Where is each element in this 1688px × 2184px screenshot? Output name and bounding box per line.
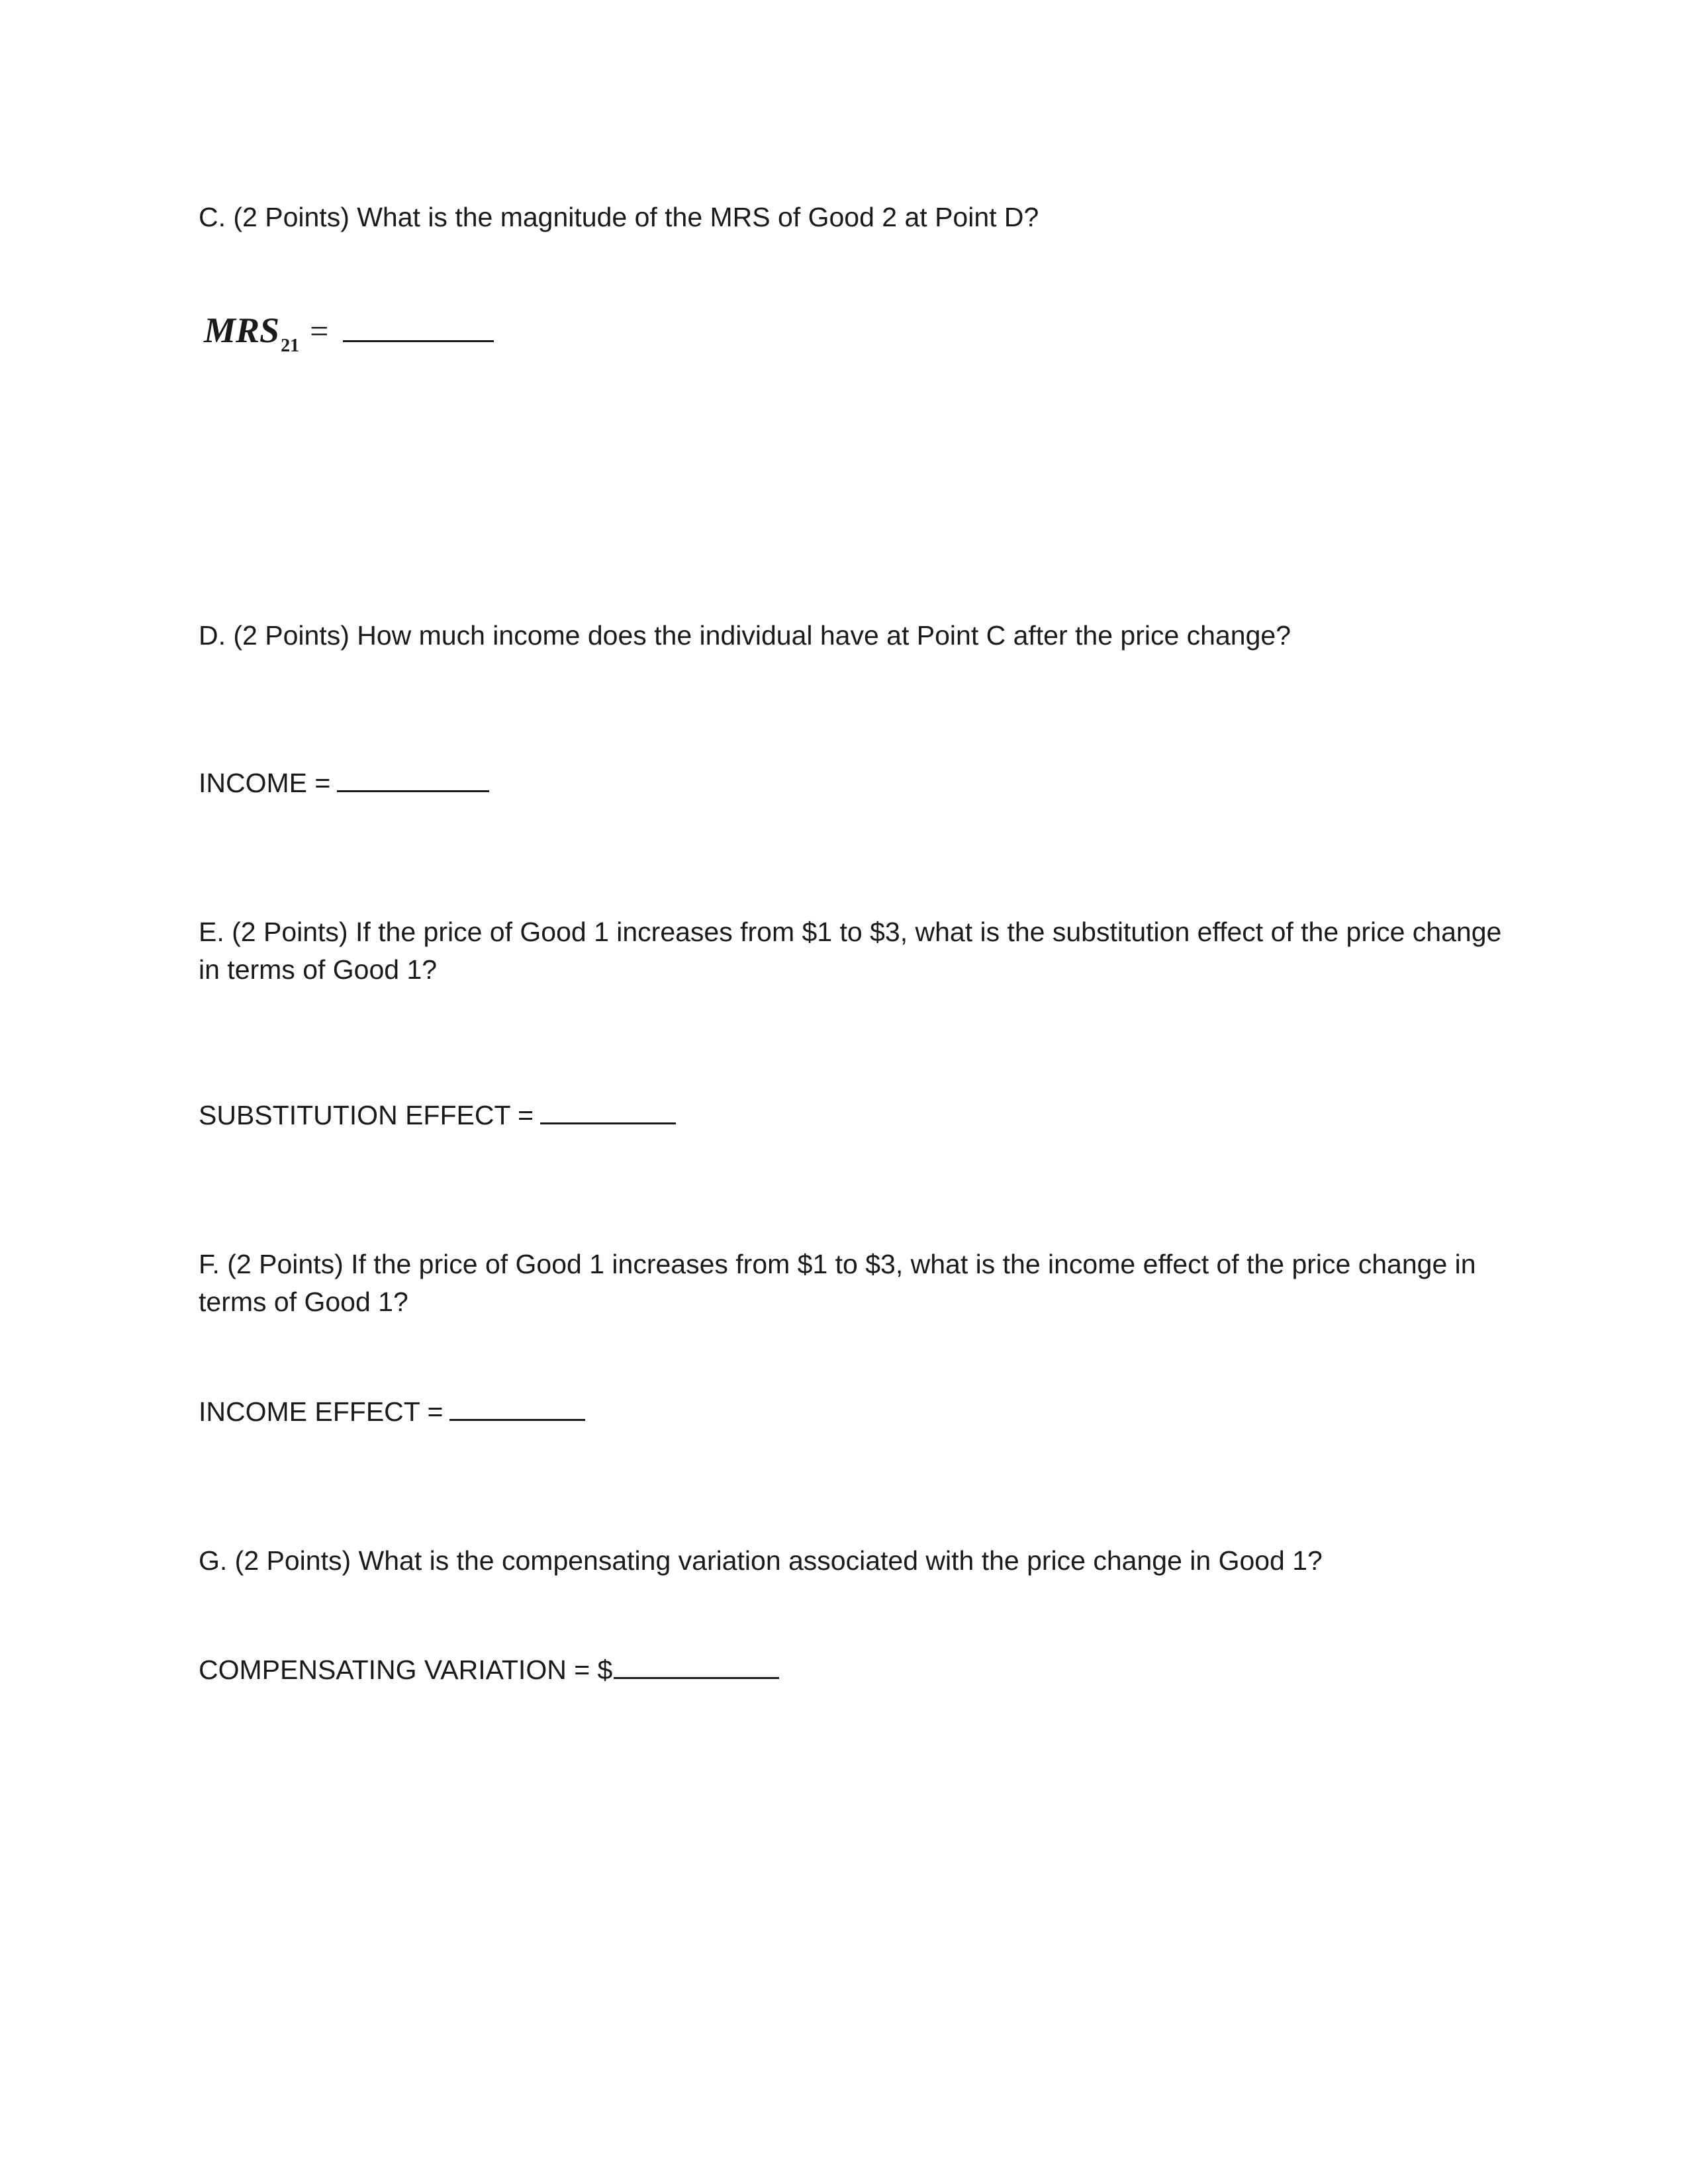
question-g-answer-line bbox=[199, 1653, 779, 1686]
question-c-answer-blank[interactable] bbox=[343, 318, 494, 342]
question-f-answer-line bbox=[199, 1395, 585, 1428]
compensating-variation-answer-blank[interactable] bbox=[614, 1655, 779, 1679]
substitution-effect-label: SUBSTITUTION EFFECT = bbox=[199, 1100, 534, 1130]
mrs-subscript: 21 bbox=[281, 336, 300, 356]
question-g-prompt: G. (2 Points) What is the compensating variation associated with the price change in Good 1? bbox=[199, 1545, 1323, 1576]
income-answer-blank[interactable] bbox=[337, 768, 489, 792]
compensating-variation-label: COMPENSATING VARIATION = $ bbox=[199, 1655, 613, 1685]
substitution-effect-answer-blank[interactable] bbox=[540, 1100, 676, 1124]
question-f-prompt: F. (2 Points) If the price of Good 1 increases from $1 to $3, what is the income effect of the price change in terms of Good 1? bbox=[199, 1249, 1476, 1317]
income-effect-label: INCOME EFFECT = bbox=[199, 1396, 444, 1427]
question-c-answer-line bbox=[204, 310, 494, 356]
question-e-answer-line bbox=[199, 1099, 676, 1132]
question-e-prompt: E. (2 Points) If the price of Good 1 increases from $1 to $3, what is the substitution effect of the price change in terms of Good 1? bbox=[199, 917, 1502, 985]
question-d-prompt: D. (2 Points) How much income does the individual have at Point C after the price change? bbox=[199, 620, 1291, 651]
question-d-answer-line bbox=[199, 766, 489, 799]
mrs-equals-sign: = bbox=[310, 312, 329, 349]
question-c-prompt: C. (2 Points) What is the magnitude of the MRS of Good 2 at Point D? bbox=[199, 202, 1039, 232]
income-effect-answer-blank[interactable] bbox=[449, 1396, 585, 1421]
income-label: INCOME = bbox=[199, 768, 331, 798]
mrs-symbol: MRS bbox=[204, 310, 280, 350]
